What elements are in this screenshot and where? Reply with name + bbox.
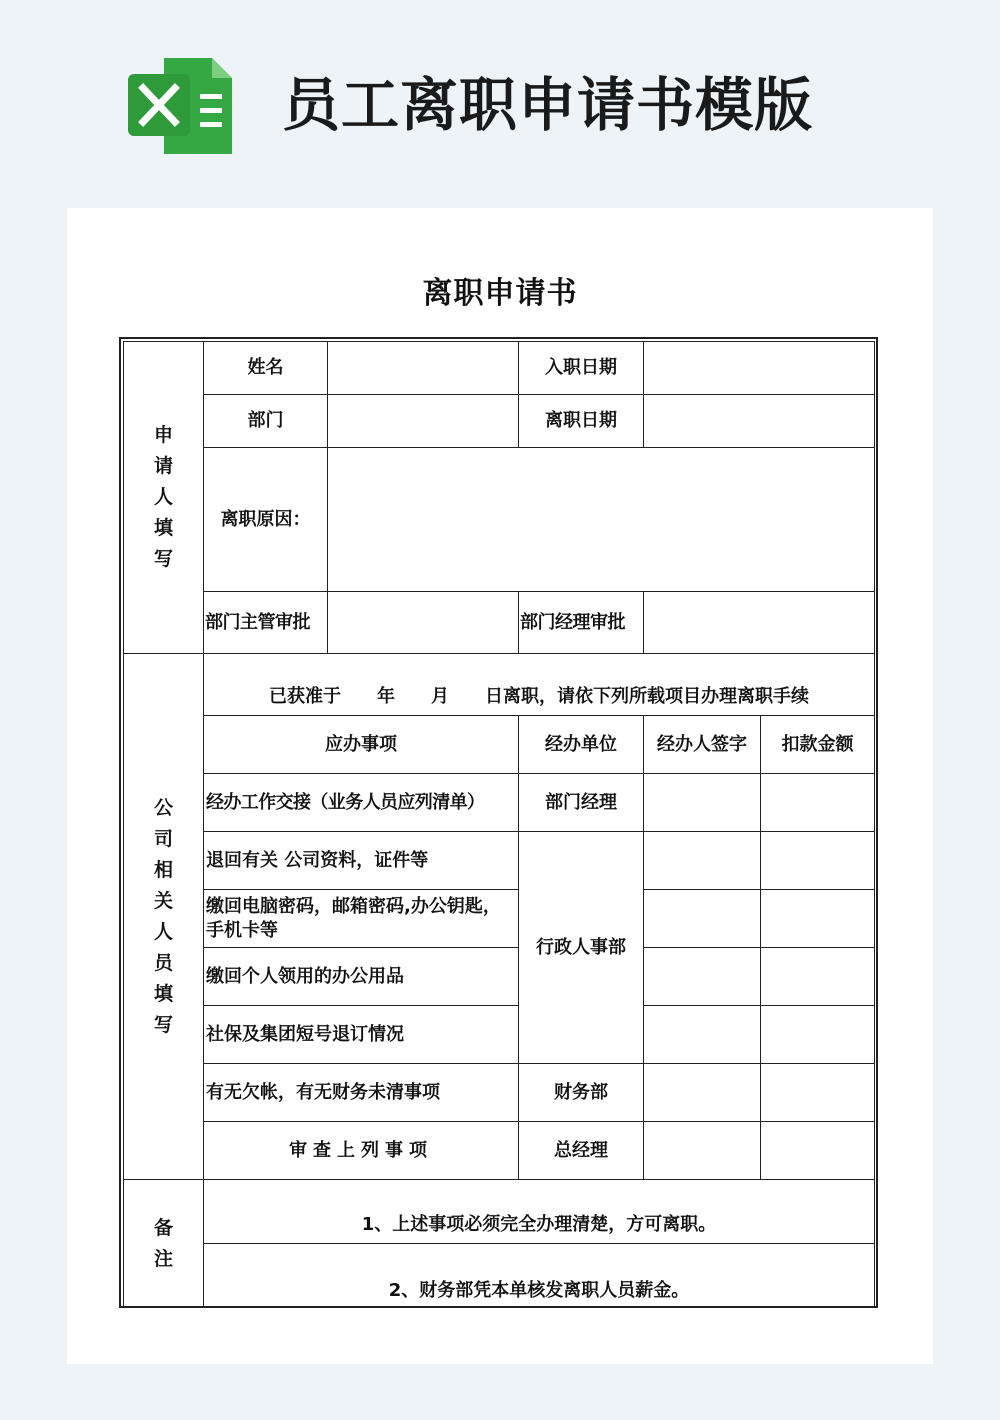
signature-field[interactable] — [644, 890, 761, 948]
remark-note-2: 2、财务部凭本单核发离职人员薪金。 — [204, 1244, 875, 1308]
task-handover: 经办工作交接（业务人员应列清单） — [204, 774, 519, 832]
header-signature: 经办人签字 — [644, 716, 761, 774]
signature-field[interactable] — [644, 832, 761, 890]
task-return-office-supplies: 缴回个人领用的办公用品 — [204, 948, 519, 1006]
task-return-documents: 退回有关 公司资料，证件等 — [204, 832, 519, 890]
name-label: 姓名 — [204, 342, 328, 395]
department-field[interactable] — [328, 395, 519, 448]
join-date-field[interactable] — [644, 342, 875, 395]
header-unit: 经办单位 — [519, 716, 644, 774]
signature-field[interactable] — [644, 1064, 761, 1122]
leave-date-field[interactable] — [644, 395, 875, 448]
form-title: 离职申请书 — [422, 276, 578, 311]
form-frame — [119, 337, 878, 1308]
signature-field[interactable] — [644, 774, 761, 832]
deduction-field[interactable] — [761, 1064, 875, 1122]
supervisor-approval-label: 部门主管审批 — [204, 592, 328, 654]
page-header — [0, 0, 1000, 208]
company-section-label: 公司相关人员填写 — [124, 654, 204, 1180]
task-review-items: 审查上列事项 — [204, 1122, 519, 1180]
task-finance-clearance: 有无欠帐，有无财务未清事项 — [204, 1064, 519, 1122]
header-item: 应办事项 — [204, 716, 519, 774]
resignation-form-table — [123, 341, 875, 1308]
signature-field[interactable] — [644, 948, 761, 1006]
manager-approval-label: 部门经理审批 — [519, 592, 644, 654]
unit-finance: 财务部 — [519, 1064, 644, 1122]
deduction-field[interactable] — [761, 1122, 875, 1180]
unit-department-manager: 部门经理 — [519, 774, 644, 832]
remarks-label: 备注 — [124, 1180, 204, 1308]
deduction-field[interactable] — [761, 1006, 875, 1064]
excel-icon — [128, 58, 232, 154]
applicant-section-label: 申请人填写 — [124, 342, 204, 654]
leave-date-label: 离职日期 — [519, 395, 644, 448]
deduction-field[interactable] — [761, 948, 875, 1006]
join-date-label: 入职日期 — [519, 342, 644, 395]
remark-note-1: 1、上述事项必须完全办理清楚，方可离职。 — [204, 1180, 875, 1244]
form-sheet — [67, 208, 933, 1364]
deduction-field[interactable] — [761, 832, 875, 890]
header-deduction: 扣款金额 — [761, 716, 875, 774]
unit-general-manager: 总经理 — [519, 1122, 644, 1180]
deduction-field[interactable] — [761, 890, 875, 948]
reason-label: 离职原因： — [204, 448, 328, 592]
supervisor-approval-field[interactable] — [328, 592, 519, 654]
deduction-field[interactable] — [761, 774, 875, 832]
manager-approval-field[interactable] — [644, 592, 875, 654]
signature-field[interactable] — [644, 1006, 761, 1064]
task-social-security: 社保及集团短号退订情况 — [204, 1006, 519, 1064]
task-return-passwords-keys: 缴回电脑密码，邮箱密码,办公钥匙，手机卡等 — [204, 890, 519, 948]
approval-statement: 已获准于 年 月 日离职，请依下列所载项目办理离职手续 — [204, 654, 875, 716]
unit-admin-hr: 行政人事部 — [519, 832, 644, 1064]
name-field[interactable] — [328, 342, 519, 395]
department-label: 部门 — [204, 395, 328, 448]
signature-field[interactable] — [644, 1122, 761, 1180]
page-title: 员工离职申请书模版 — [282, 71, 814, 139]
reason-field[interactable] — [328, 448, 875, 592]
